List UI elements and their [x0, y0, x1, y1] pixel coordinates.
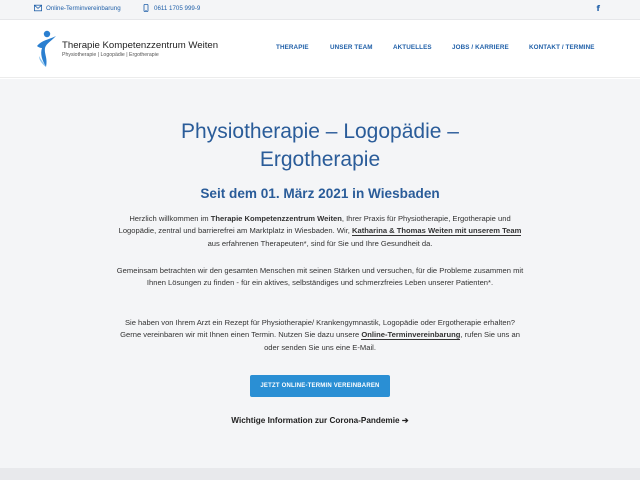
online-appointment-inline-link[interactable]: Online-Terminvereinbarung: [361, 330, 461, 340]
envelope-icon: [34, 4, 42, 12]
page-title-line-2: Ergotherapie: [259, 148, 381, 171]
approach-paragraph: Gemeinsam betrachten wir den gesamten Menschen mit seinen Stärken und versuchen, für die Probleme zusammen mit Ihnen Lösungen zu finden - für ein aktives, selbständiges und schmerzfreies Leben unserer Patienten*.: [116, 266, 524, 288]
brand-name: Therapie Kompetenzzentrum Weiten: [62, 40, 219, 51]
footer-strip: [0, 468, 640, 480]
nav-item-jobs-karriere[interactable]: JOBS / KARRIERE: [452, 44, 509, 51]
facebook-icon[interactable]: f: [596, 4, 600, 13]
nav-item-kontakt-termine[interactable]: KONTAKT / TERMINE: [529, 44, 595, 51]
phone-link[interactable]: [142, 4, 200, 12]
book-online-appointment-button[interactable]: JETZT ONLINE-TERMIN VEREINBAREN: [250, 375, 390, 397]
site-header: [0, 20, 640, 78]
prescription-text-2: , rufen Sie uns an oder senden Sie uns eine E-Mail.: [264, 330, 520, 352]
top-bar: [0, 0, 640, 20]
online-appointment-label[interactable]: Online-Terminvereinbarung: [46, 4, 121, 12]
main-content: [0, 79, 640, 468]
phone-icon: [142, 4, 150, 12]
online-appointment-link[interactable]: [34, 4, 121, 12]
intro-practice-name: Therapie Kompetenzzentrum Weiten: [210, 214, 342, 223]
nav-item-therapie[interactable]: THERAPIE: [276, 44, 309, 51]
page-title: [120, 118, 520, 174]
brand-tagline: Physiotherapie | Logopädie | Ergotherapie: [62, 52, 159, 58]
page-title-line-1: Physiotherapie – Logopädie –: [181, 120, 459, 143]
nav-item-aktuelles[interactable]: AKTUELLES: [393, 44, 432, 51]
corona-info-link[interactable]: [170, 415, 470, 425]
page-subtitle: Seit dem 01. März 2021 in Wiesbaden: [200, 186, 440, 201]
prescription-text-1: Sie haben von Ihrem Arzt ein Rezept für Physiotherapie/ Krankengymnastik, Logopädie oder Ergotherapie erhalten? Gerne vereinbaren wir mit Ihnen einen Termin. Nutzen Sie dazu unsere: [120, 318, 516, 340]
arrow-right-icon: ➔: [401, 416, 409, 425]
prescription-paragraph: [115, 317, 525, 354]
nav-item-unser-team[interactable]: UNSER TEAM: [330, 44, 373, 51]
intro-text-2: , Ihrer Praxis für Physiotherapie, Ergotherapie und Logopädie, zentral und barrierefrei am Marktplatz in Wiesbaden. Wir,: [118, 214, 511, 236]
phone-number[interactable]: 0611 1705 999-9: [154, 4, 201, 12]
corona-info-label[interactable]: Wichtige Information zur Corona-Pandemie: [231, 416, 400, 425]
site-logo[interactable]: [34, 30, 218, 68]
team-link[interactable]: Katharina & Thomas Weiten mit unserem Team: [352, 226, 522, 236]
brand-text: [62, 40, 218, 58]
intro-text-1: Herzlich willkommen im: [129, 214, 211, 223]
intro-text-3: aus erfahrenen Therapeuten*, sind für Sie und Ihre Gesundheit da.: [207, 238, 433, 248]
intro-paragraph: [115, 213, 525, 250]
figure-logo-icon: [34, 30, 58, 68]
